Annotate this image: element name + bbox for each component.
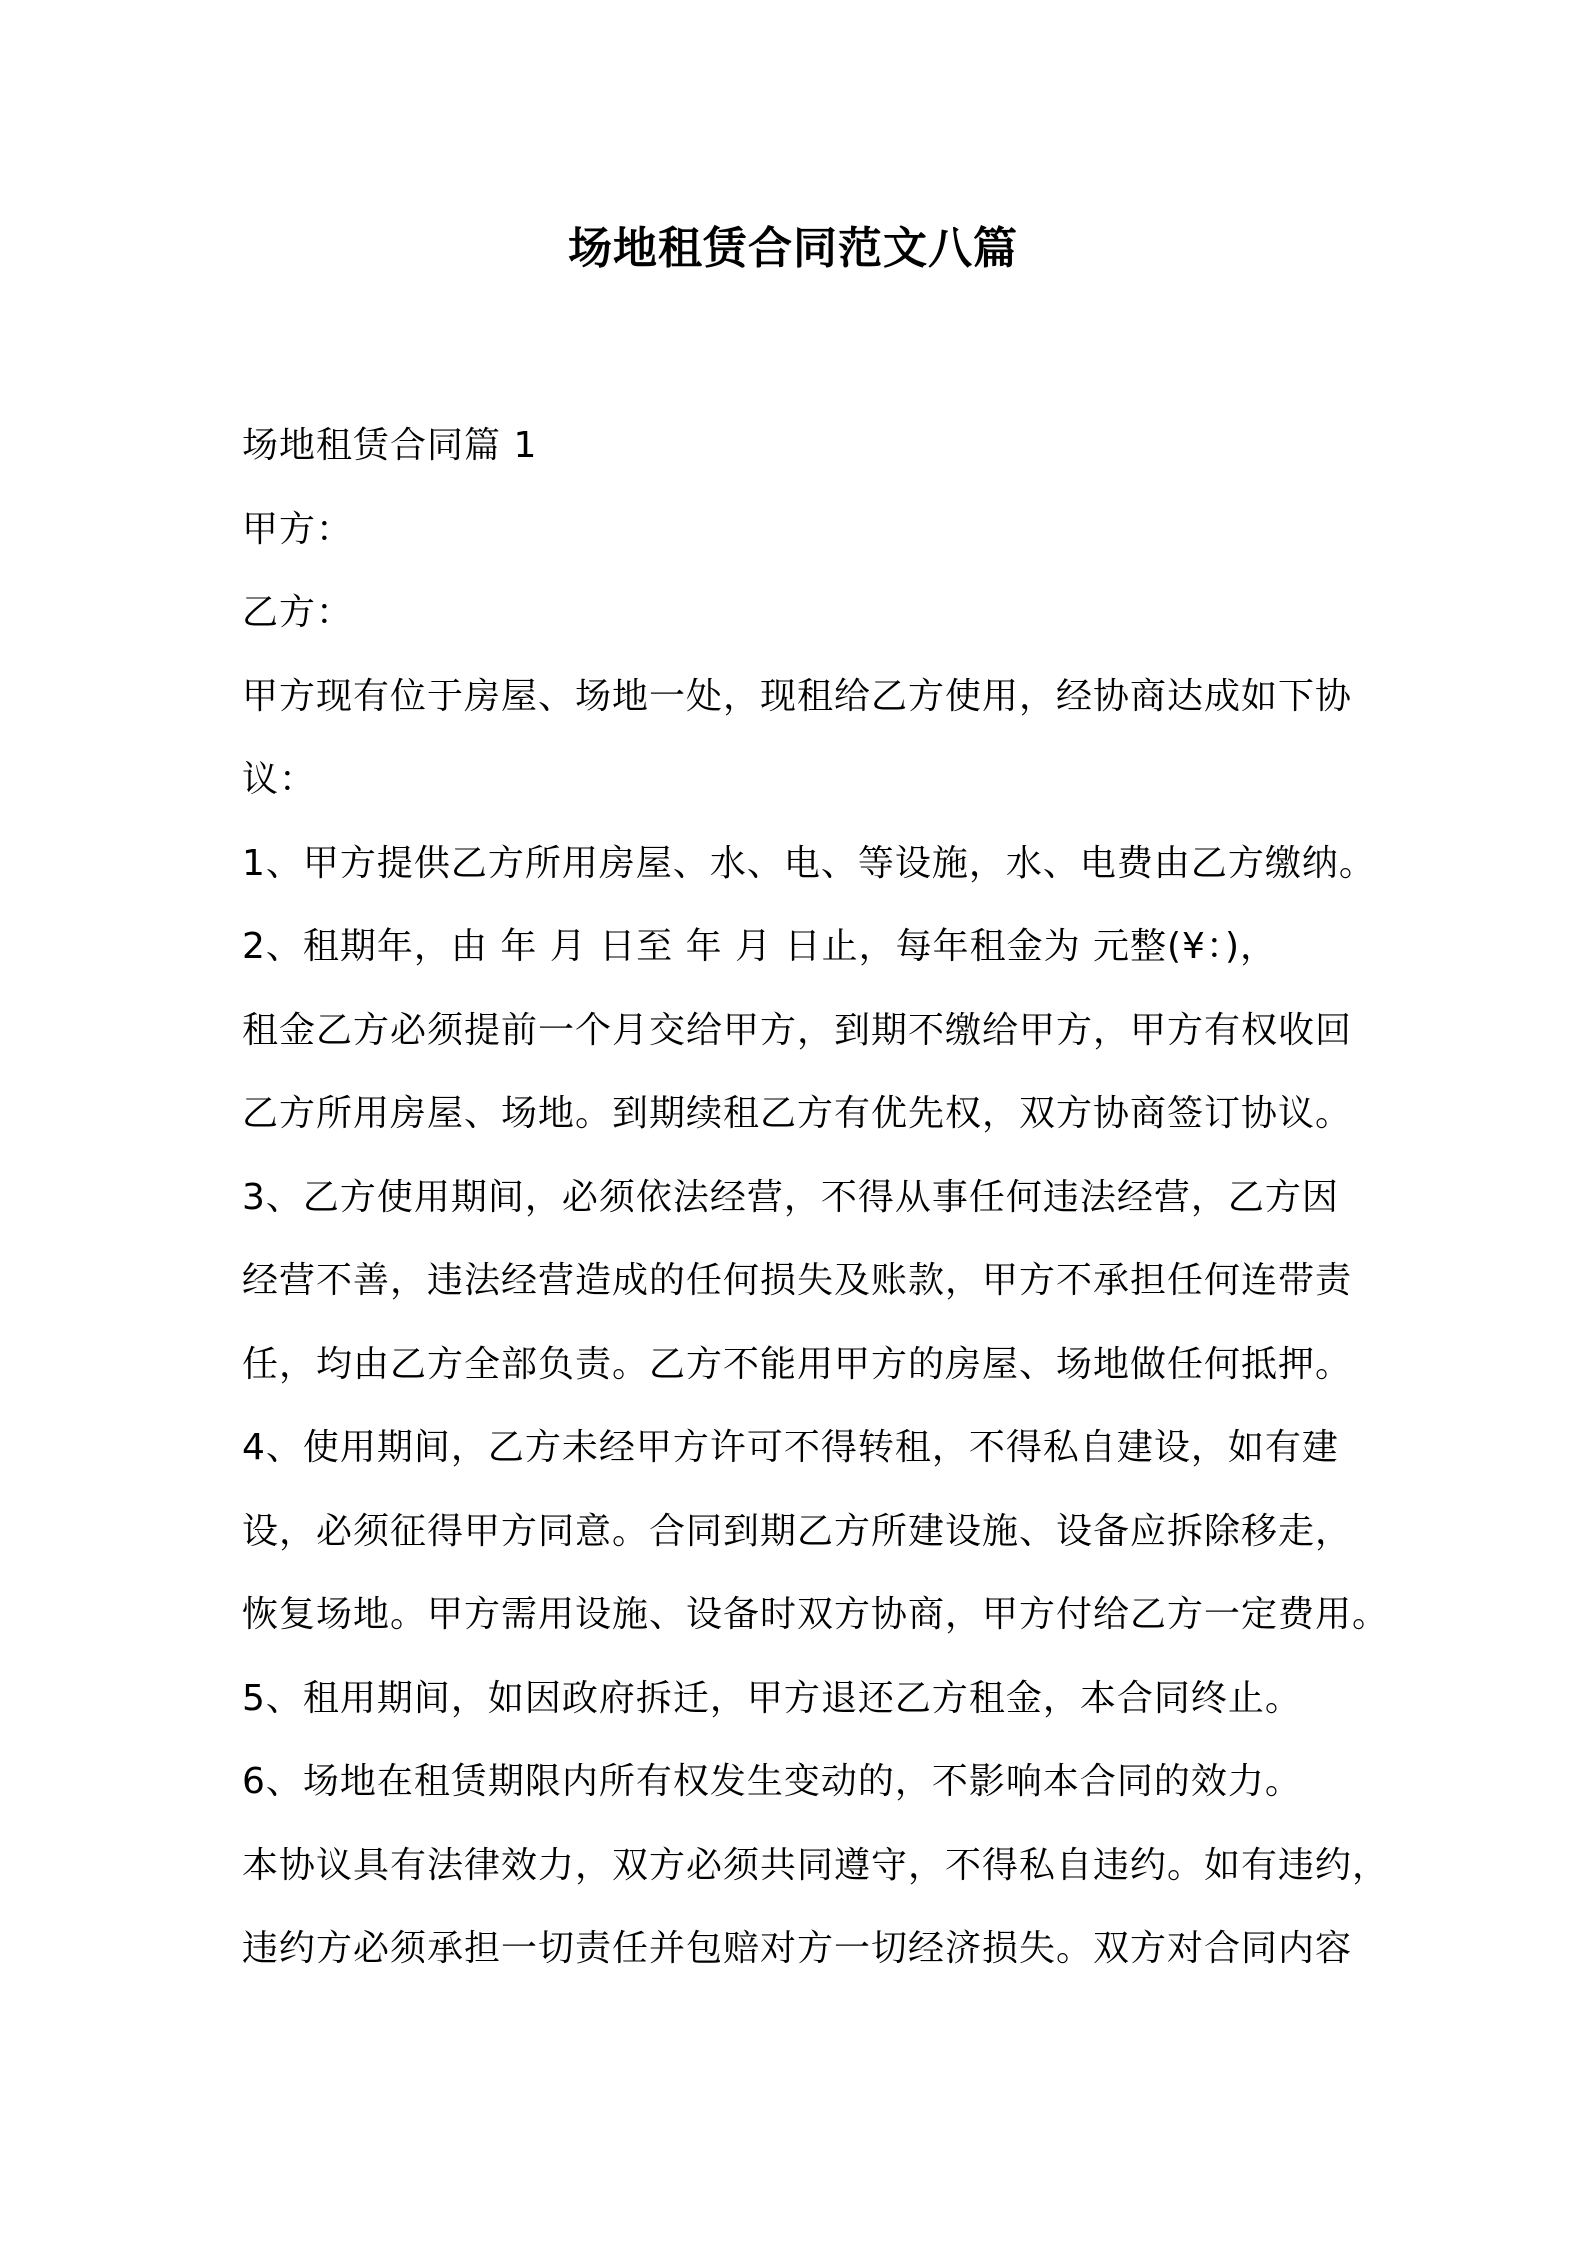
clause-4-line: 设，必须征得甲方同意。合同到期乙方所建设施、设备应拆除移走，: [242, 1510, 1353, 1552]
clause-3-line: 任，均由乙方全部负责。乙方不能用甲方的房屋、场地做任何抵押。: [242, 1343, 1353, 1385]
clause-4-line: 4、使用期间，乙方未经甲方许可不得转租，不得私自建设，如有建: [242, 1427, 1339, 1468]
paragraph-line: 违约方必须承担一切责任并包赔对方一切经济损失。双方对合同内容: [242, 1928, 1353, 1969]
clause-1-line: 1、甲方提供乙方所用房屋、水、电、等设施，水、电费由乙方缴纳。: [242, 842, 1376, 884]
paragraph-line: 甲方现有位于房屋、场地一处，现租给乙方使用，经协商达成如下协: [242, 675, 1353, 717]
clause-3-line: 3、乙方使用期间，必须依法经营，不得从事任何违法经营，乙方因: [242, 1176, 1339, 1218]
document-body: [242, 404, 1390, 1991]
section-heading: 场地租赁合同篇 1: [242, 425, 538, 466]
clause-5-line: 5、租用期间，如因政府拆迁，甲方退还乙方租金，本合同终止。: [242, 1677, 1302, 1719]
party-b-line: 乙方：: [242, 592, 354, 633]
paragraph-line: 本协议具有法律效力，双方必须共同遵守，不得私自违约。如有违约，: [242, 1844, 1390, 1886]
clause-4-line: 恢复场地。甲方需用设施、设备时双方协商，甲方付给乙方一定费用。: [242, 1594, 1390, 1635]
document-title: 场地租赁合同范文八篇: [568, 223, 1018, 274]
clause-3-line: 经营不善，违法经营造成的任何损失及账款，甲方不承担任何连带责: [242, 1260, 1353, 1301]
party-a-line: 甲方：: [242, 508, 354, 550]
clause-2-line: 乙方所用房屋、场地。到期续租乙方有优先权，双方协商签订协议。: [242, 1093, 1353, 1134]
clause-2-line: 租金乙方必须提前一个月交给甲方，到期不缴给甲方，甲方有权收回: [242, 1009, 1353, 1051]
clause-2-line: 2、租期年，由 年 月 日至 年 月 日止，每年租金为 元整(¥：)，: [242, 926, 1278, 967]
paragraph-line: 议：: [242, 759, 317, 800]
clause-6-line: 6、场地在租赁期限内所有权发生变动的，不影响本合同的效力。: [242, 1761, 1302, 1802]
